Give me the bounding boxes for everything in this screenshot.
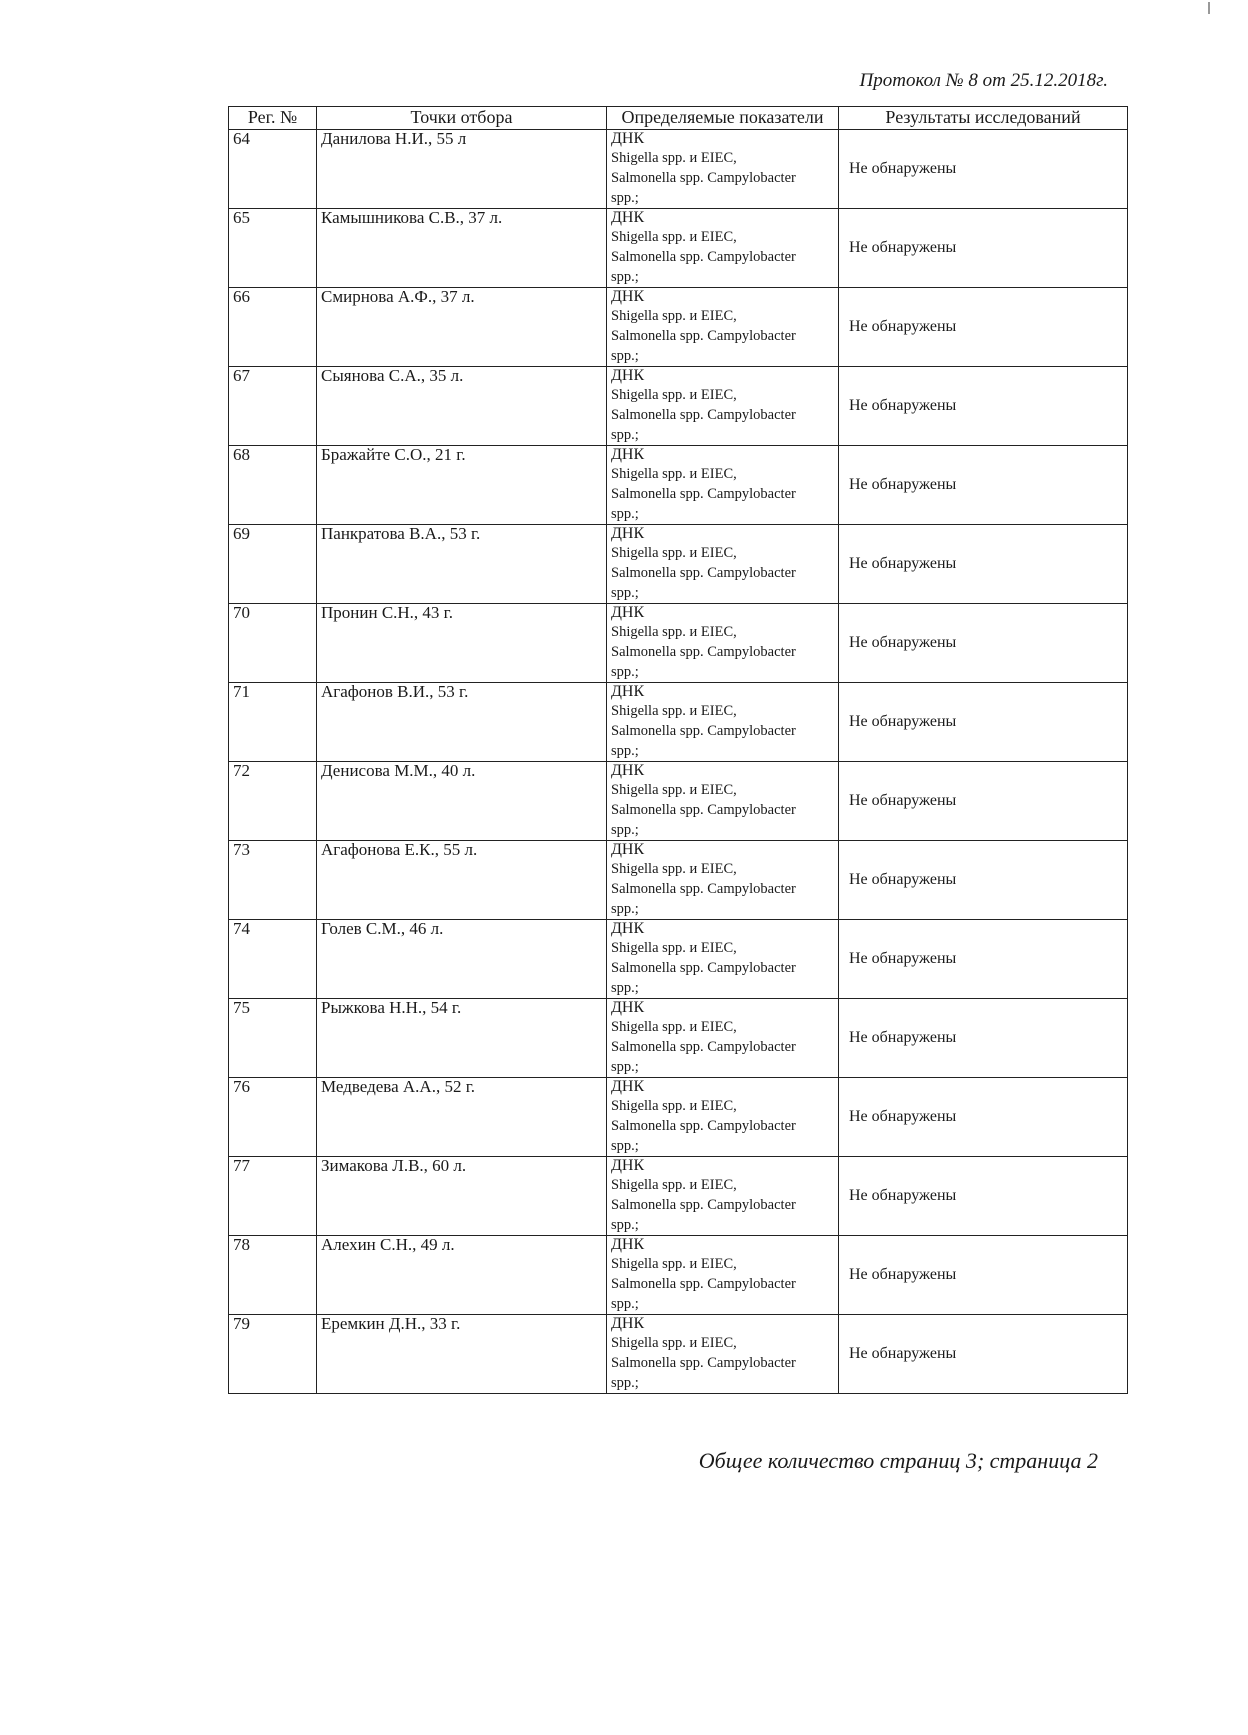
indicator-line: spp.; (611, 585, 639, 601)
indicator-dnk: ДНК (611, 367, 645, 384)
indicator-line: spp.; (611, 664, 639, 680)
indicator-line: Shigella spp. и EIEC, (611, 624, 737, 640)
indicator-dnk: ДНК (611, 446, 645, 463)
results-table (228, 106, 1128, 1394)
result: Не обнаружены (839, 762, 1128, 841)
result: Не обнаружены (839, 920, 1128, 999)
indicators (607, 209, 839, 288)
table-row (229, 367, 1128, 446)
indicator-dnk: ДНК (611, 604, 645, 621)
result: Не обнаружены (839, 999, 1128, 1078)
result: Не обнаружены (839, 1315, 1128, 1394)
indicators (607, 604, 839, 683)
indicator-dnk: ДНК (611, 841, 645, 858)
indicator-dnk: ДНК (611, 525, 645, 542)
indicator-dnk: ДНК (611, 1315, 645, 1332)
indicator-line: Shigella spp. и EIEC, (611, 782, 737, 798)
column-header-results: Результаты исследований (839, 107, 1128, 130)
indicator-line: spp.; (611, 822, 639, 838)
indicator-line: Salmonella spp. Campylobacter (611, 170, 796, 186)
indicator-line: spp.; (611, 743, 639, 759)
sampling-point: Еремкин Д.Н., 33 г. (317, 1315, 607, 1394)
table-header-row (229, 107, 1128, 130)
result: Не обнаружены (839, 446, 1128, 525)
indicator-line: spp.; (611, 1375, 639, 1391)
table-row (229, 999, 1128, 1078)
indicator-line: Shigella spp. и EIEC, (611, 1019, 737, 1035)
table-row (229, 604, 1128, 683)
indicator-line: Salmonella spp. Campylobacter (611, 1039, 796, 1055)
reg-number: 79 (229, 1315, 317, 1394)
indicators (607, 525, 839, 604)
indicator-line: Shigella spp. и EIEC, (611, 1177, 737, 1193)
table-row (229, 209, 1128, 288)
table-row (229, 130, 1128, 209)
indicator-line: spp.; (611, 1217, 639, 1233)
indicator-line: Shigella spp. и EIEC, (611, 1256, 737, 1272)
result: Не обнаружены (839, 288, 1128, 367)
reg-number: 64 (229, 130, 317, 209)
indicator-line: Shigella spp. и EIEC, (611, 1335, 737, 1351)
indicator-line: spp.; (611, 427, 639, 443)
result: Не обнаружены (839, 841, 1128, 920)
reg-number: 77 (229, 1157, 317, 1236)
table-row (229, 446, 1128, 525)
indicator-line: spp.; (611, 190, 639, 206)
indicator-line: Shigella spp. и EIEC, (611, 229, 737, 245)
result: Не обнаружены (839, 367, 1128, 446)
reg-number: 71 (229, 683, 317, 762)
indicator-dnk: ДНК (611, 999, 645, 1016)
result: Не обнаружены (839, 604, 1128, 683)
indicator-line: spp.; (611, 348, 639, 364)
indicator-line: Salmonella spp. Campylobacter (611, 644, 796, 660)
reg-number: 74 (229, 920, 317, 999)
reg-number: 75 (229, 999, 317, 1078)
table-row (229, 1157, 1128, 1236)
table-row (229, 288, 1128, 367)
sampling-point: Алехин С.Н., 49 л. (317, 1236, 607, 1315)
indicator-dnk: ДНК (611, 683, 645, 700)
indicator-dnk: ДНК (611, 1078, 645, 1095)
indicator-line: Salmonella spp. Campylobacter (611, 486, 796, 502)
indicator-line: Salmonella spp. Campylobacter (611, 328, 796, 344)
sampling-point: Данилова Н.И., 55 л (317, 130, 607, 209)
indicator-line: Shigella spp. и EIEC, (611, 387, 737, 403)
indicator-line: spp.; (611, 980, 639, 996)
indicator-line: Shigella spp. и EIEC, (611, 1098, 737, 1114)
indicator-line: spp.; (611, 1138, 639, 1154)
protocol-header: Протокол № 8 от 25.12.2018г. (859, 70, 1108, 91)
sampling-point: Сыянова С.А., 35 л. (317, 367, 607, 446)
column-header-indicators: Определяемые показатели (607, 107, 839, 130)
indicator-line: spp.; (611, 1059, 639, 1075)
indicators (607, 1236, 839, 1315)
sampling-point: Рыжкова Н.Н., 54 г. (317, 999, 607, 1078)
indicators (607, 1157, 839, 1236)
reg-number: 67 (229, 367, 317, 446)
indicator-line: Shigella spp. и EIEC, (611, 150, 737, 166)
indicator-line: Salmonella spp. Campylobacter (611, 802, 796, 818)
sampling-point: Медведева А.А., 52 г. (317, 1078, 607, 1157)
sampling-point: Пронин С.Н., 43 г. (317, 604, 607, 683)
indicator-line: Salmonella spp. Campylobacter (611, 1118, 796, 1134)
table-row (229, 1315, 1128, 1394)
table-row (229, 762, 1128, 841)
sampling-point: Голев С.М., 46 л. (317, 920, 607, 999)
indicator-line: spp.; (611, 269, 639, 285)
indicator-line: spp.; (611, 901, 639, 917)
indicator-line: Salmonella spp. Campylobacter (611, 881, 796, 897)
scan-mark (1208, 2, 1210, 14)
reg-number: 72 (229, 762, 317, 841)
indicators (607, 683, 839, 762)
result: Не обнаружены (839, 525, 1128, 604)
indicator-dnk: ДНК (611, 920, 645, 937)
reg-number: 66 (229, 288, 317, 367)
table-row (229, 1078, 1128, 1157)
indicator-line: Shigella spp. и EIEC, (611, 861, 737, 877)
result: Не обнаружены (839, 1157, 1128, 1236)
reg-number: 70 (229, 604, 317, 683)
sampling-point: Агафонов В.И., 53 г. (317, 683, 607, 762)
indicator-dnk: ДНК (611, 762, 645, 779)
reg-number: 76 (229, 1078, 317, 1157)
result: Не обнаружены (839, 1236, 1128, 1315)
result: Не обнаружены (839, 130, 1128, 209)
indicator-line: Salmonella spp. Campylobacter (611, 1197, 796, 1213)
indicator-dnk: ДНК (611, 209, 645, 226)
indicators (607, 1078, 839, 1157)
sampling-point: Бражайте С.О., 21 г. (317, 446, 607, 525)
indicator-line: Salmonella spp. Campylobacter (611, 723, 796, 739)
indicator-line: Shigella spp. и EIEC, (611, 545, 737, 561)
reg-number: 78 (229, 1236, 317, 1315)
indicators (607, 920, 839, 999)
table-row (229, 525, 1128, 604)
table-row (229, 683, 1128, 762)
indicators (607, 841, 839, 920)
indicators (607, 762, 839, 841)
page-footer: Общее количество страниц 3; страница 2 (698, 1448, 1098, 1473)
reg-number: 65 (229, 209, 317, 288)
indicators (607, 1315, 839, 1394)
indicator-line: Shigella spp. и EIEC, (611, 940, 737, 956)
indicators (607, 446, 839, 525)
column-header-reg: Рег. № (229, 107, 317, 130)
indicator-line: Shigella spp. и EIEC, (611, 308, 737, 324)
reg-number: 73 (229, 841, 317, 920)
indicator-line: Salmonella spp. Campylobacter (611, 249, 796, 265)
result: Не обнаружены (839, 1078, 1128, 1157)
indicators (607, 130, 839, 209)
indicators (607, 999, 839, 1078)
indicator-dnk: ДНК (611, 130, 645, 147)
result: Не обнаружены (839, 209, 1128, 288)
sampling-point: Смирнова А.Ф., 37 л. (317, 288, 607, 367)
table-row (229, 841, 1128, 920)
indicators (607, 288, 839, 367)
indicator-line: Salmonella spp. Campylobacter (611, 1355, 796, 1371)
reg-number: 69 (229, 525, 317, 604)
reg-number: 68 (229, 446, 317, 525)
indicator-line: Shigella spp. и EIEC, (611, 703, 737, 719)
table-row (229, 920, 1128, 999)
indicator-dnk: ДНК (611, 288, 645, 305)
sampling-point: Панкратова В.А., 53 г. (317, 525, 607, 604)
indicator-dnk: ДНК (611, 1157, 645, 1174)
indicators (607, 367, 839, 446)
indicator-line: spp.; (611, 1296, 639, 1312)
indicator-line: Salmonella spp. Campylobacter (611, 565, 796, 581)
table-row (229, 1236, 1128, 1315)
indicator-line: Salmonella spp. Campylobacter (611, 407, 796, 423)
column-header-point: Точки отбора (317, 107, 607, 130)
indicator-line: Salmonella spp. Campylobacter (611, 1276, 796, 1292)
sampling-point: Зимакова Л.В., 60 л. (317, 1157, 607, 1236)
sampling-point: Агафонова Е.К., 55 л. (317, 841, 607, 920)
indicator-line: Salmonella spp. Campylobacter (611, 960, 796, 976)
result: Не обнаружены (839, 683, 1128, 762)
indicator-line: Shigella spp. и EIEC, (611, 466, 737, 482)
sampling-point: Камышникова С.В., 37 л. (317, 209, 607, 288)
indicator-line: spp.; (611, 506, 639, 522)
indicator-dnk: ДНК (611, 1236, 645, 1253)
sampling-point: Денисова М.М., 40 л. (317, 762, 607, 841)
